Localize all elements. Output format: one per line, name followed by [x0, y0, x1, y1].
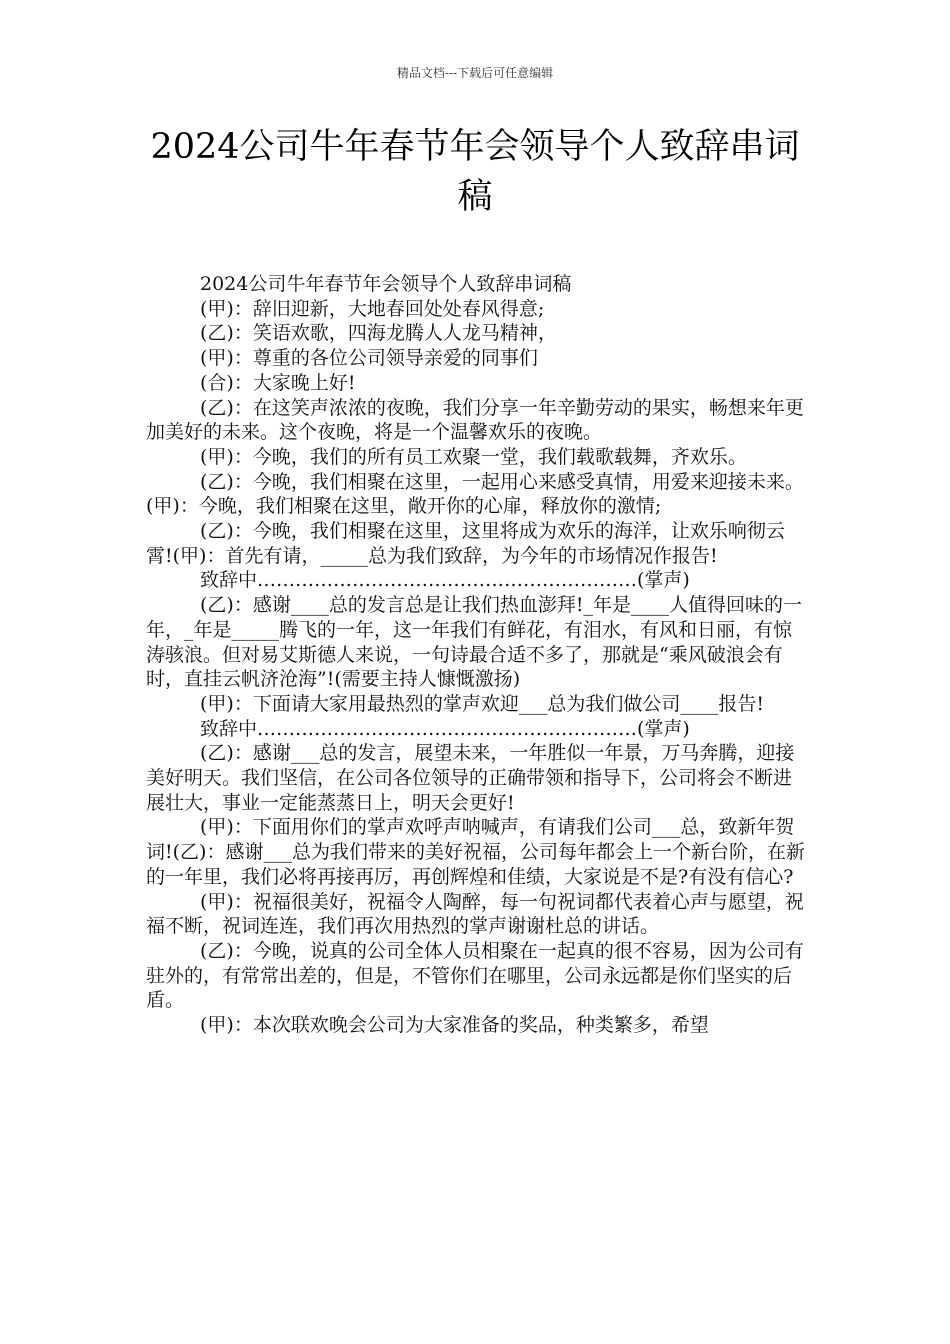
- paragraph: (甲)：尊重的各位公司领导亲爱的同事们: [200, 347, 538, 370]
- paragraph: 致辞中……………………………………………………(掌声): [200, 717, 690, 740]
- paragraph: (乙)：感谢___总的发言，展望未来，一年胜似一年景，万马奔腾，迎接美好明天。我们坚信，在公司各位领导的正确带领和指导下，公司将会不断进展壮大，事业一定能蒸蒸日上，明天会更好!: [146, 742, 795, 814]
- document-title: 2024公司牛年春节年会领导个人致辞串词稿: [150, 127, 800, 217]
- document-body: [146, 272, 808, 1038]
- paragraph: (甲)：辞旧迎新，大地春回处处春风得意;: [200, 297, 545, 320]
- paragraph: (乙)：今晚，我们相聚在这里，这里将成为欢乐的海洋，让欢乐响彻云霄!(甲)：首先有请，_____总为我们致辞，为今年的市场情况作报告!: [146, 520, 785, 567]
- paragraph: 致辞中……………………………………………………(掌声): [200, 569, 690, 592]
- paragraph: (甲)：祝福很美好，祝福令人陶醉，每一句祝词都代表着心声与愿望，祝福不断，祝词连连，我们再次用热烈的掌声谢谢杜总的讲话。: [146, 890, 804, 938]
- paragraph: (乙)：感谢____总的发言总是让我们热血澎拜!_年是____人值得回味的一年，_年是_____腾飞的一年，这一年我们有鲜花，有泪水，有风和日丽，有惊涛骇浪。但对易艾斯德人来说，一句诗最合适不多了，那就是“乘风破浪会有时，直挂云帆济沧海”!(需要主持人慷慨激扬): [146, 594, 802, 691]
- paragraph: (甲)：下面用你们的掌声欢呼声呐喊声，有请我们公司___总，致新年贺词!(乙)：感谢___总为我们带来的美好祝福，公司每年都会上一个新台阶，在新的一年里，我们必将再接再厉，再创辉煌和佳绩，大家说是不是?有没有信心?: [146, 816, 805, 888]
- paragraph: 2024公司牛年春节年会领导个人致辞串词稿: [200, 273, 572, 295]
- paragraph: (甲)：今晚，我们的所有员工欢聚一堂，我们载歌载舞，齐欢乐。: [200, 445, 747, 468]
- paragraph: (乙)：笑语欢歌，四海龙腾人人龙马精神，: [200, 322, 557, 345]
- paragraph: (甲)：下面请大家用最热烈的掌声欢迎___总为我们做公司____报告!: [200, 692, 764, 715]
- paragraph: (合)：大家晚上好!: [200, 371, 356, 394]
- paragraph: (乙)：在这笑声浓浓的夜晚，我们分享一年辛勤劳动的果实，畅想来年更加美好的未来。这个夜晚，将是一个温馨欢乐的夜晚。: [146, 396, 804, 444]
- paragraph: (乙)：今晚，我们相聚在这里，一起用心来感受真情，用爱来迎接未来。(甲)：今晚，我们相聚在这里，敞开你的心扉，释放你的激情;: [146, 470, 804, 518]
- paragraph: (甲)：本次联欢晚会公司为大家准备的奖品，种类繁多，希望: [200, 1014, 709, 1037]
- page-header: 精品文档---下载后可任意编辑: [396, 66, 554, 80]
- paragraph: (乙)：今晚，说真的公司全体人员相聚在一起真的很不容易，因为公司有驻外的，有常常出差的，但是，不管你们在哪里，公司永远都是你们坚实的后盾。: [146, 939, 804, 1012]
